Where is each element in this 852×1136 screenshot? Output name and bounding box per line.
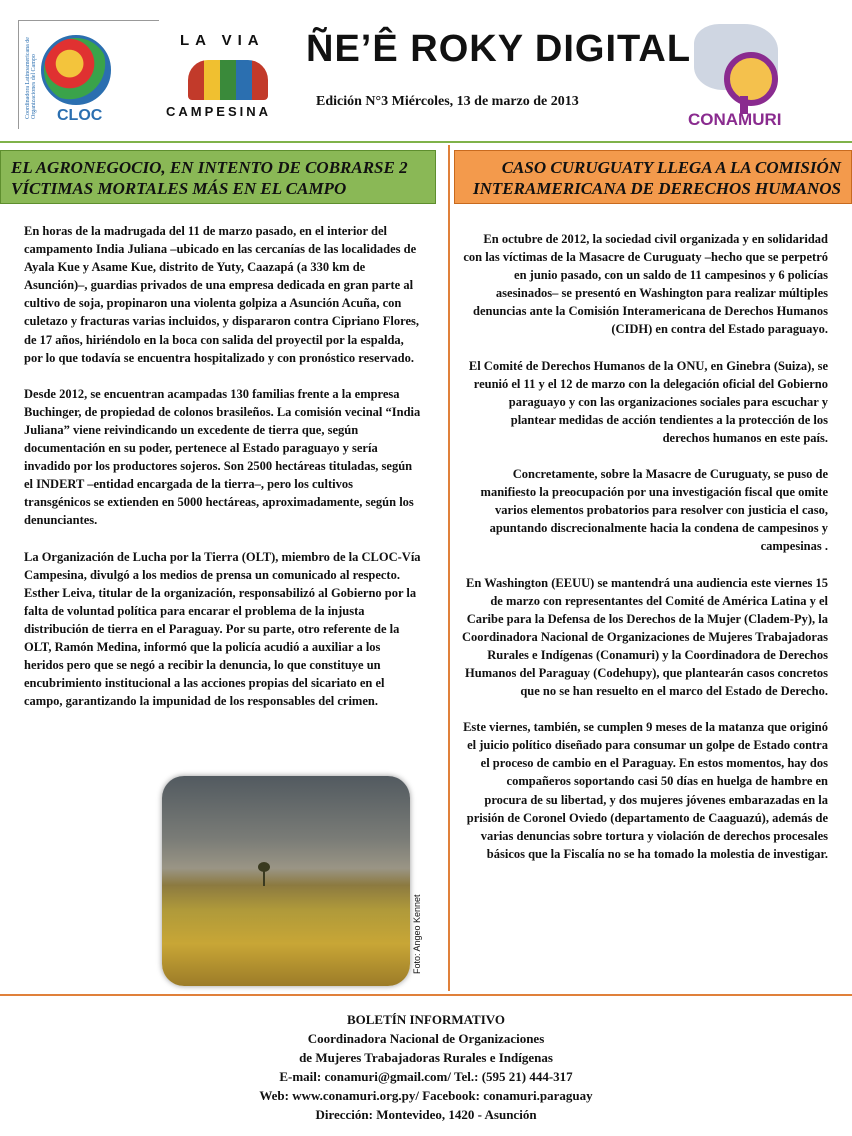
photo-credit: Foto: Angeo Kennet: [412, 894, 422, 974]
right-heading-line2: INTERAMERICANA DE DERECHOS HUMANOS: [473, 179, 841, 198]
via-campesina-bottom-text: CAMPESINA: [166, 104, 272, 119]
field-photo: [162, 776, 410, 986]
paragraph: Este viernes, también, se cumplen 9 meses de la matanza que originó el juicio político diseñado para consumar un golpe de Estado contra el proceso de cambio en el Paraguay. En estos momentos, hay dos compañeros soportando casi 50 días en huelga de hambre en procura de su libertad, y dos mujeres jóvenes embarazadas en la prisión de Coronel Oviedo (departamento de Caaguazú), además de varias denuncias sobre tortura y violación de derechos procesales básicos que la Fiscalía no se ha tomado la molestia de investigar.: [463, 720, 828, 861]
footer-contact: E-mail: conamuri@gmail.com/ Tel.: (595 21) 444-317: [279, 1069, 573, 1084]
paragraph: En Washington (EEUU) se mantendrá una audiencia este viernes 15 de marzo con representantes del Comité de América Latina y el Caribe para la Defensa de los Derechos de la Mujer (Cladem-Py), la Coordinadora Nacional de Organizaciones de Mujeres Trabajadoras Rurales e Indígenas (Conamuri) y la Coordinadora de Derechos Humanos del Paraguay (Codehupy), que plantearán casos concretos que no se han resuelto en el marco del Estado de Derecho.: [462, 575, 828, 699]
paragraph: Desde 2012, se encuentran acampadas 130 familias frente a la empresa Buchinger, de propiedad de colonos brasileños. La comisión vecinal “India Juliana” viene reivindicando un excedente de tierra que, según documentación en su poder, pertenece al Estado paraguayo y sería invadido por los productores sojeros. Son 2500 hectáreas tituladas, según el INDERT –entidad encargada de la tierra–, pero los cultivos transgénicos se extienden en 5000 hectáreas, aproximadamente, según los denunciantes.: [24, 386, 421, 528]
paragraph: En horas de la madrugada del 11 de marzo pasado, en el interior del campamento India Juliana –ubicado en las cercanías de las localidades de Ayala Kue y Asame Kue, distrito de Yuty, Caazapá (a 330 km de Asunción)–, guardias privados de una empresa dedicada en gran parte al cultivo de soja, propinaron una violenta golpiza a Asunción Acuña, con culetazo y fracturas varias incluidos, y dispararon contra Cipriano Flores, de 17 años, hiriéndolo en la boca con salida del proyectil por la espalda, por lo que todavía se encuentra hospitalizado y con pronóstico reservado.: [24, 224, 420, 365]
footer-title: BOLETÍN INFORMATIVO: [346, 1012, 506, 1027]
right-article-heading: [454, 150, 852, 204]
tree-trunk-icon: [263, 870, 265, 886]
cloc-logo: [18, 20, 159, 129]
paragraph: La Organización de Lucha por la Tierra (OLT), miembro de la CLOC-Vía Campesina, divulgó a los medios de prensa un comunicado al respecto. Esther Leiva, titular de la organización, responsabilizó al Gobierno por la falta de voluntad política para encarar el problema de la injusta distribución de tierra en el Paraguay. Por su parte, otro referente de la OLT, Ramón Medina, informó que la policía acudió a auxiliar a los heridos pero que se negó a recibir la denuncia, lo que constituye un encubrimiento institucional a las acciones propias del sicariato en el campo, garantizando la impunidad de los responsables del crimen.: [24, 549, 421, 709]
paragraph: En octubre de 2012, la sociedad civil organizada y en solidaridad con las víctimas de la Masacre de Curuguaty –hecho que se perpetró en junio pasado, con un saldo de 11 campesinos y 6 policías asesinados– se presentó en Washington para realizar múltiples denuncias ante la Comisión Interamericana de Derechos Humanos (CIDH) en contra del Estado paraguayo.: [463, 232, 828, 337]
venus-symbol-icon: [724, 52, 778, 106]
right-heading-line1: CASO CURUGUATY LLEGA A LA COMISIÓN: [501, 158, 841, 177]
edition-line: Edición N°3 Miércoles, 13 de marzo de 2013: [316, 94, 579, 109]
footer: [0, 1010, 852, 1124]
conamuri-logo: [680, 22, 800, 134]
left-article-heading: [0, 150, 436, 204]
footer-address: Dirección: Montevideo, 1420 - Asunción: [315, 1107, 537, 1122]
paragraph: Concretamente, sobre la Masacre de Curuguaty, se puso de manifiesto la preocupación por una investigación fiscal que omite varios elementos probatorios para resolver con justicia el caso, apuntando discrecionalmente hacia la condena de campesinos y campesinas .: [480, 467, 828, 554]
right-article-body: [462, 230, 828, 881]
left-heading-line1: EL AGRONEGOCIO, EN INTENTO DE COBRARSE 2: [11, 158, 408, 177]
cloc-text: CLOC: [57, 107, 103, 124]
footer-line: de Mujeres Trabajadoras Rurales e Indígenas: [299, 1050, 553, 1065]
via-campesina-logo: [160, 28, 300, 128]
left-heading-line2: VÍCTIMAS MORTALES MÁS EN EL CAMPO: [11, 179, 347, 198]
newsletter-title: ÑE’Ê ROKY DIGITAL: [306, 28, 692, 70]
masthead: [0, 0, 852, 143]
people-figures-icon: [188, 60, 268, 100]
left-article-body: [24, 222, 422, 728]
cloc-side-text: Coordinadora Latinoamericana de Organizaciones del Campo: [25, 37, 37, 119]
conamuri-text: CONAMURI: [688, 110, 782, 129]
footer-line: Coordinadora Nacional de Organizaciones: [307, 1031, 545, 1046]
via-campesina-top-text: LA VIA: [180, 32, 265, 49]
cloc-emblem-icon: [41, 35, 111, 105]
column-divider: [448, 145, 450, 991]
footer-web: Web: www.conamuri.org.py/ Facebook: conamuri.paraguay: [259, 1088, 593, 1103]
paragraph: El Comité de Derechos Humanos de la ONU, en Ginebra (Suiza), se reunió el 11 y el 12 de marzo con la delegación oficial del Gobierno paraguayo y con las organizaciones sociales para escuchar y plantear medidas de acción tendientes a la protección de los derechos humanos en este país.: [468, 358, 828, 445]
